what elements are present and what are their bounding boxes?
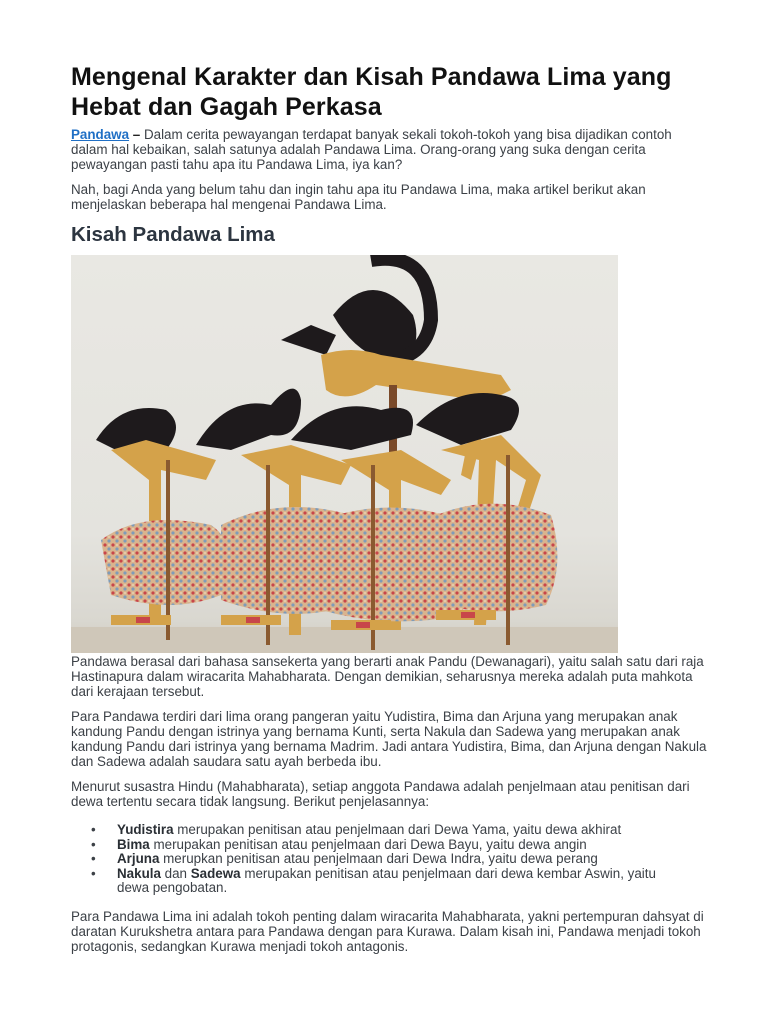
paragraph-4: Para Pandawa terdiri dari lima orang pangeran yaitu Yudistira, Bima dan Arjuna yang merupakan anak kandung Pandu dengan istrinya yang bernama Kunti, serta Nakula dan Sadewa yang merupakan anak kandung Pandu dari istrinya yang bernama Madrim. Jadi antara Yudistira, Bima, dan Arjuna dengan Nakula dan Sadewa adalah saudara satu ayah berbeda ibu. <box>71 709 707 769</box>
list-item-bima <box>71 838 691 853</box>
list-item-name: Yudistira <box>117 822 174 837</box>
list-item-conjunction: dan <box>160 865 191 881</box>
list-item-name: Nakula <box>117 865 161 881</box>
list-item-name: Bima <box>117 836 150 852</box>
paragraph-5: Menurut susastra Hindu (Mahabharata), setiap anggota Pandawa adalah penjelmaan atau penitisan dari dewa tertentu secara tidak langsung. Berikut penjelasannya: <box>71 779 690 809</box>
section-heading: Kisah Pandawa Lima <box>71 223 275 246</box>
pandawa-list <box>71 823 691 896</box>
wayang-puppets-illustration <box>71 255 618 653</box>
pandawa-link[interactable]: Pandawa <box>71 127 130 142</box>
paragraph-3: Pandawa berasal dari bahasa sansekerta yang berarti anak Pandu (Dewanagari), yaitu salah satu dari raja Hastinapura dalam wiracarita Mahabharata. Dengan demikian, seharusnya mereka adalah puta mahkota dari kerajaan tersebut. <box>71 654 704 699</box>
paragraph-6: Para Pandawa Lima ini adalah tokoh penting dalam wiracarita Mahabharata, yakni pertempuran dahsyat di daratan Kurukshetra antara para Pandawa dengan para Kurawa. Dalam kisah ini, Pandawa menjadi tokoh protagonis, sedangkan Kurawa menjadi tokoh antagonis. <box>71 909 704 954</box>
list-item-text: merupakan penitisan atau penjelmaan dari dewa kembar Aswin, yaitu dewa pengobatan. <box>117 865 656 895</box>
bullet-icon: • <box>91 865 96 881</box>
list-item-text: merupkan penitisan atau penjelmaan dari Dewa Indra, yaitu dewa perang <box>159 851 598 866</box>
list-item-text: merupakan penitisan atau penjelmaan dari Dewa Bayu, yaitu dewa angin <box>149 836 587 852</box>
bullet-icon: • <box>91 851 96 866</box>
intro-paragraph <box>71 127 701 172</box>
paragraph-2: Nah, bagi Anda yang belum tahu dan ingin tahu apa itu Pandawa Lima, maka artikel berikut akan menjelaskan beberapa hal mengenai Pandawa Lima. <box>71 182 646 212</box>
list-item-name-2: Sadewa <box>190 865 241 881</box>
list-item-nakula-sadewa <box>71 867 691 896</box>
bullet-icon: • <box>91 836 96 852</box>
intro-text: Dalam cerita pewayangan terdapat banyak sekali tokoh-tokoh yang bisa dijadikan contoh dalam hal kebaikan, salah satunya adalah Pandawa Lima. Orang-orang yang suka dengan cerita pewayangan pasti tahu apa itu Pandawa Lima, iya kan? <box>71 127 672 172</box>
intro-dash: – <box>129 127 144 142</box>
list-item-name: Arjuna <box>117 851 160 866</box>
list-item-text: merupakan penitisan atau penjelmaan dari Dewa Yama, yaitu dewa akhirat <box>173 822 622 837</box>
wayang-image <box>71 255 618 653</box>
article-title: Mengenal Karakter dan Kisah Pandawa Lima yang Hebat dan Gagah Perkasa <box>71 63 672 121</box>
list-item-arjuna <box>71 852 691 867</box>
bullet-icon: • <box>91 822 96 837</box>
list-item-yudistira <box>71 823 691 838</box>
